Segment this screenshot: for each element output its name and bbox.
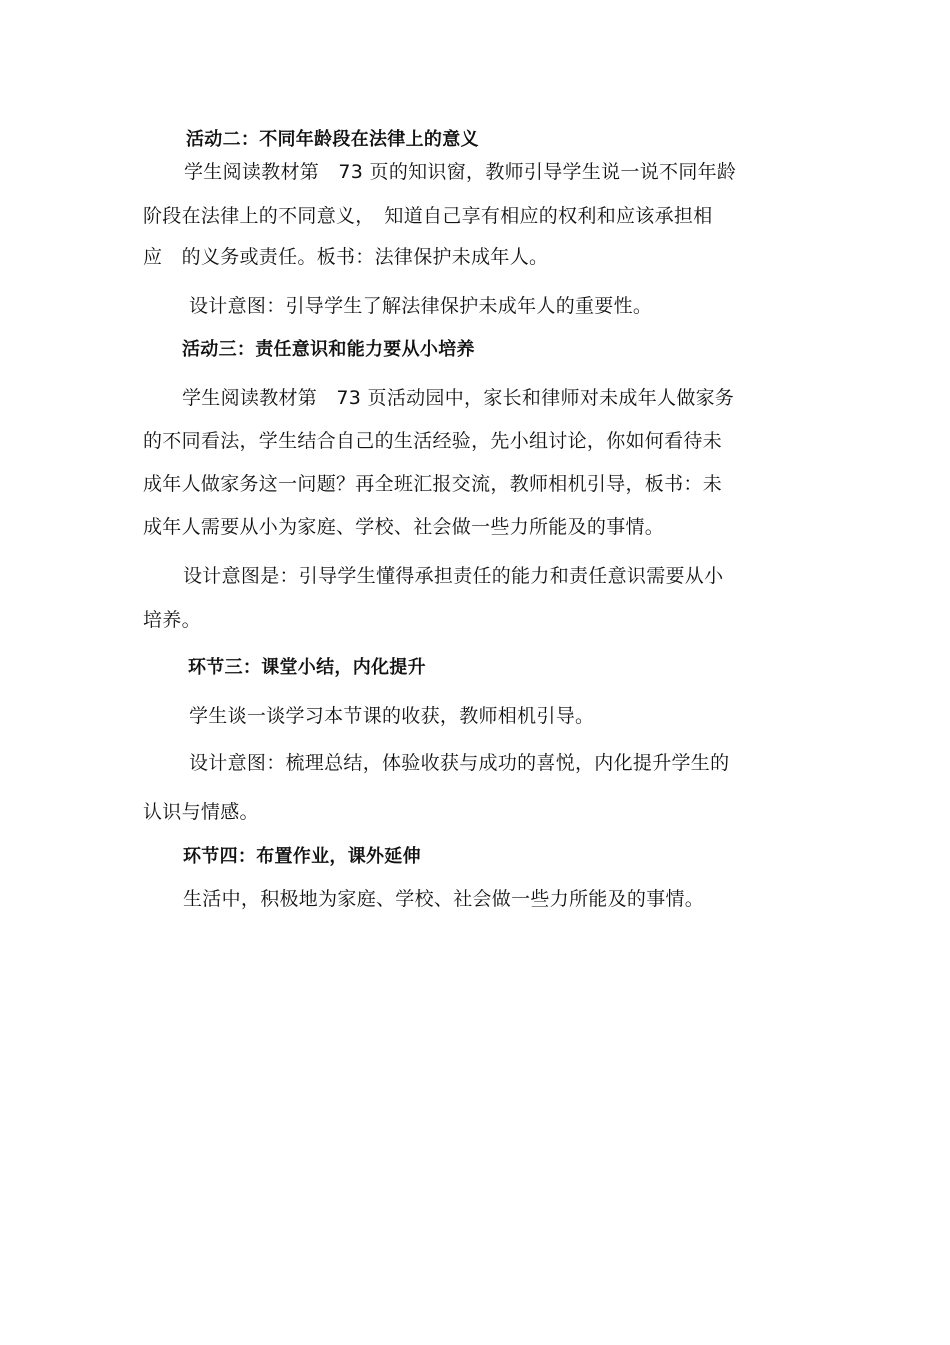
activity2-body-line-1: 学生阅读教材第 73 页的知识窗，教师引导学生说一说不同年龄	[184, 161, 737, 183]
activity3-body-line-1: 学生阅读教材第 73 页活动园中，家长和律师对未成年人做家务	[182, 387, 735, 409]
section3-intent-line-2: 认识与情感。	[143, 801, 259, 823]
activity2-body-line-3: 应 的义务或责任。板书：法律保护未成年人。	[143, 246, 549, 268]
activity3-body-line-3: 成年人做家务这一问题？再全班汇报交流，教师相机引导，板书：未	[143, 473, 723, 495]
activity3-body-line-4: 成年人需要从小为家庭、学校、社会做一些力所能及的事情。	[143, 516, 665, 538]
section4-heading: 环节四：布置作业，课外延伸	[183, 846, 421, 867]
activity2-heading: 活动二：不同年龄段在法律上的意义	[186, 129, 479, 150]
section3-heading: 环节三：课堂小结，内化提升	[188, 657, 426, 678]
section4-body: 生活中，积极地为家庭、学校、社会做一些力所能及的事情。	[183, 888, 705, 910]
activity3-body-line-2: 的不同看法，学生结合自己的生活经验，先小组讨论，你如何看待未	[143, 430, 723, 452]
section3-body: 学生谈一谈学习本节课的收获，教师相机引导。	[189, 705, 595, 727]
activity3-intent-line-2: 培养。	[143, 609, 201, 631]
activity3-heading: 活动三：责任意识和能力要从小培养	[182, 339, 475, 360]
section3-intent-line-1: 设计意图：梳理总结，体验收获与成功的喜悦，内化提升学生的	[189, 752, 730, 774]
activity3-intent-line-1: 设计意图是：引导学生懂得承担责任的能力和责任意识需要从小	[183, 565, 724, 587]
activity2-body-line-2: 阶段在法律上的不同意义， 知道自己享有相应的权利和应该承担相	[143, 205, 713, 227]
activity2-intent: 设计意图：引导学生了解法律保护未成年人的重要性。	[189, 295, 653, 317]
